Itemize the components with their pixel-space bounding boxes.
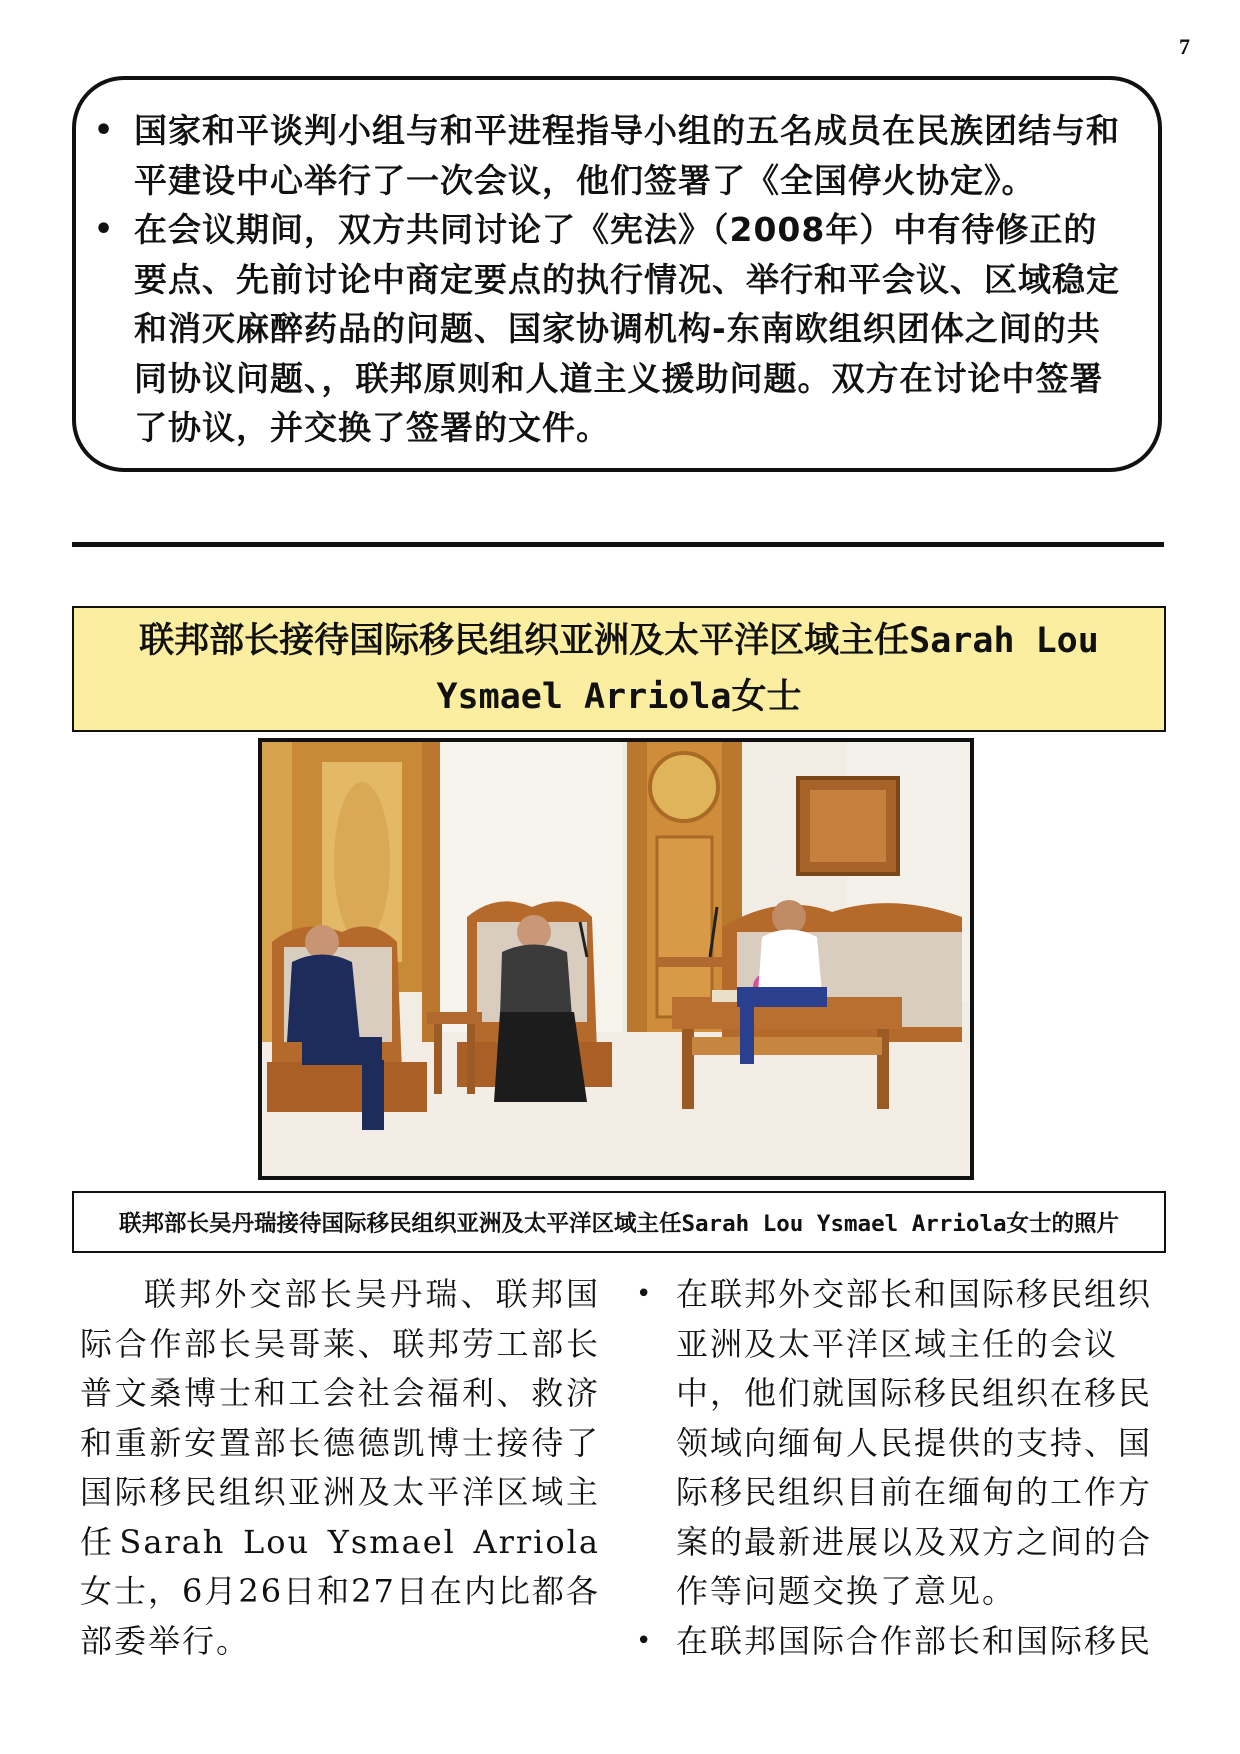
photo-caption: 联邦部长吴丹瑞接待国际移民组织亚洲及太平洋区域主任Sarah Lou Ysmael Arriola女士的照片 xyxy=(118,1211,1120,1237)
headline-box xyxy=(72,606,1166,732)
article-body-paragraph: 联邦外交部长吴丹瑞、联邦国际合作部长吴哥莱、联邦劳工部长普文桑博士和工会社会福利、救济和重新安置部长德德凯博士接待了国际移民组织亚洲及太平洋区域主任Sarah Lou Ysmael Arriola女士，6月26日和27日在内比都各部委举行。 xyxy=(80,1275,600,1660)
article-bullet-item xyxy=(636,1270,1160,1617)
article-left-column xyxy=(80,1270,600,1666)
summary-item-text: 在会议期间，双方共同讨论了《宪法》（2008年）中有待修正的要点、先前讨论中商定要点的执行情况、举行和平会议、区域稳定和消灭麻醉药品的问题、国家协调机构-东南欧组织团体之间的共同协议问题、，联邦原则和人道主义援助问题。双方在讨论中签署了协议，并交换了签署的文件。 xyxy=(134,210,1120,447)
meeting-photo-illustration xyxy=(262,742,970,1176)
article-bullet-item xyxy=(636,1617,1160,1667)
summary-box xyxy=(72,76,1162,472)
photo-caption-box xyxy=(72,1191,1166,1253)
page-number: 7 xyxy=(1179,34,1190,59)
article-bullet-text: 在联邦外交部长和国际移民组织亚洲及太平洋区域主任的会议中，他们就国际移民组织在移民领域向缅甸人民提供的支持、国际移民组织目前在缅甸的工作方案的最新进展以及双方之间的合作等问题交换了意见。 xyxy=(676,1275,1153,1610)
bullet-icon: • xyxy=(636,1625,654,1656)
bullet-icon: • xyxy=(94,212,115,247)
article-bullet-text: 在联邦国际合作部长和国际移民 xyxy=(676,1621,1153,1660)
section-divider xyxy=(72,542,1164,547)
summary-item xyxy=(94,205,1130,453)
summary-item xyxy=(94,106,1130,205)
bullet-icon: • xyxy=(636,1279,654,1309)
summary-item-text: 国家和平谈判小组与和平进程指导小组的五名成员在民族团结与和平建设中心举行了一次会议，他们签署了《全国停火协定》。 xyxy=(134,111,1120,200)
summary-list xyxy=(94,106,1130,453)
article-right-column xyxy=(636,1270,1160,1666)
article-headline: 联邦部长接待国际移民组织亚洲及太平洋区域主任Sarah Lou Ysmael Arriola女士 xyxy=(139,621,1099,717)
article-bullet-list xyxy=(636,1270,1160,1666)
bullet-icon: • xyxy=(94,113,115,148)
meeting-photo xyxy=(258,738,974,1180)
